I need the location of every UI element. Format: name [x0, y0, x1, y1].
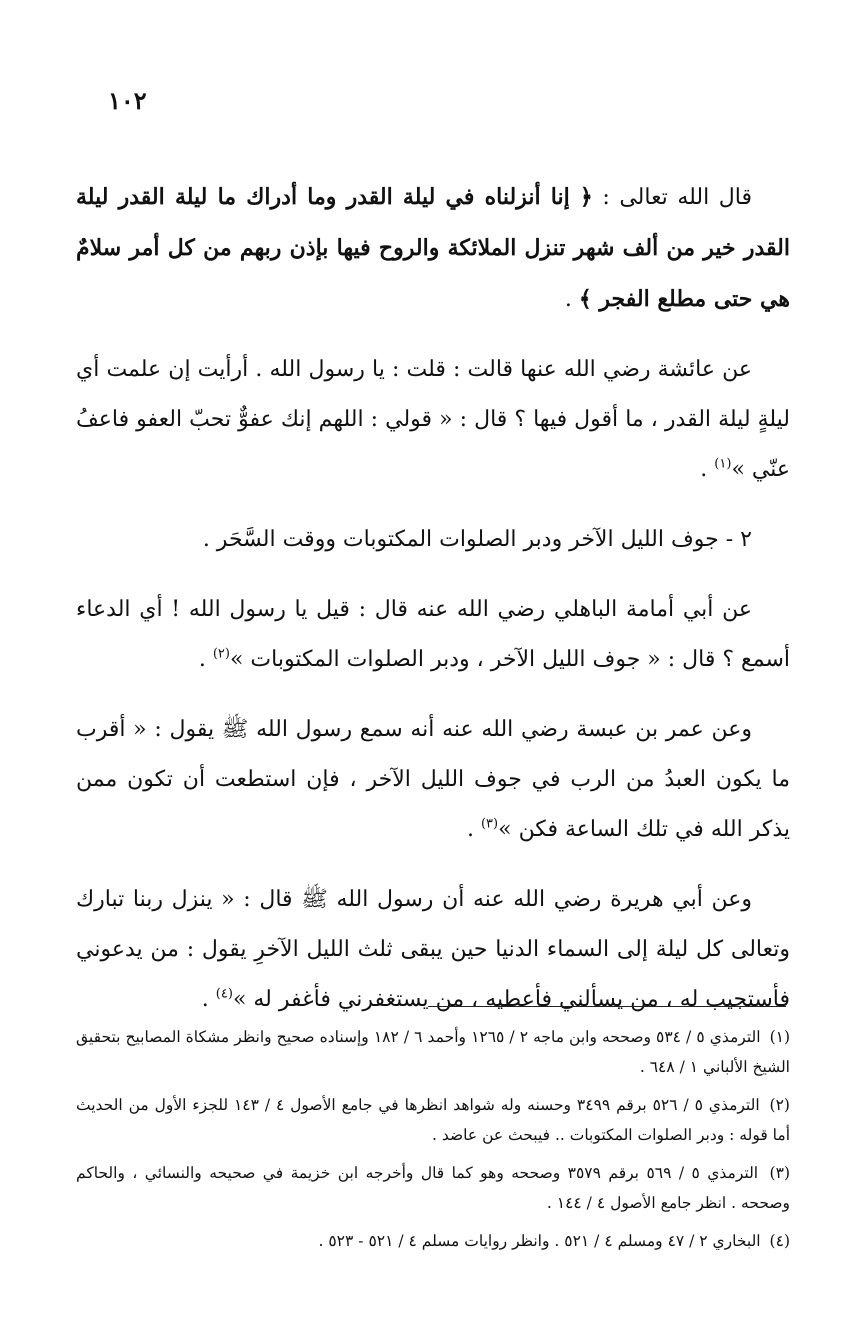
- footnote-text: الترمذي ٥ / ٥٣٤ وصححه وابن ماجه ٢ / ١٢٦٥ وأحمد ٦ / ١٨٢ وإسناده صحيح وانظر مشكاة المصابيح بتحقيق الشيخ الألباني ١ / ٦٤٨ .: [76, 1028, 790, 1076]
- verse-end: .: [564, 287, 579, 312]
- footnote-separator: [428, 1006, 786, 1007]
- footnote-4: [76, 1226, 790, 1256]
- page-number: ١٠٢: [108, 86, 147, 115]
- footnote-3: [76, 1158, 790, 1218]
- footnote-ref-1: (١): [714, 456, 732, 472]
- hadith-abu-huraira-paragraph: [76, 875, 790, 1025]
- footnote-number: (٤): [769, 1232, 790, 1250]
- quran-verse-paragraph: [76, 172, 790, 325]
- paragraph-text: وعن عمر بن عبسة رضي الله عنه أنه سمع رسول الله ﷺ يقول : « أقرب ما يكون العبدُ من الرب في جوف الليل الآخر ، فإن استطعت أن تكون ممن يذكر الله في تلك الساعة فكن »: [76, 717, 790, 842]
- quran-verse: ﴿ إنا أنزلناه في ليلة القدر وما أدراك ما ليلة القدر ليلة القدر خير من ألف شهر تنزل الملائكة والروح فيها بإذن ربهم من كل أمر سلامٌ هي حتى مطلع الفجر ﴾: [76, 184, 790, 312]
- verse-intro: قال الله تعالى :: [592, 185, 752, 210]
- paragraph-end: .: [198, 647, 213, 672]
- main-text: [76, 172, 790, 1045]
- footnote-2: [76, 1090, 790, 1150]
- footnote-text: البخاري ٢ / ٤٧ ومسلم ٤ / ٥٢١ . وانظر روايات مسلم ٤ / ٥٢١ - ٥٢٣ .: [318, 1232, 761, 1250]
- footnote-1: [76, 1022, 790, 1082]
- footnote-number: (٣): [769, 1164, 790, 1182]
- hadith-abu-umama-paragraph: [76, 585, 790, 685]
- paragraph-end: .: [466, 817, 481, 842]
- footnote-ref-4: (٤): [215, 986, 233, 1002]
- paragraph-text: عن أبي أمامة الباهلي رضي الله عنه قال : قيل يا رسول الله ! أي الدعاء أسمع ؟ قال : « جوف الليل الآخر ، ودبر الصلوات المكتوبات »: [76, 597, 790, 672]
- footnote-number: (١): [769, 1028, 791, 1046]
- footnote-ref-3: (٣): [480, 816, 499, 832]
- paragraph-text: وعن أبي هريرة رضي الله عنه أن رسول الله ﷺ قال : « ينزل ربنا تبارك وتعالى كل ليلة إلى السماء الدنيا حين يبقى ثلث الليل الآخرِ يقول : من يدعوني فأستجيب له ، من يسألني فأعطيه ، من يستغفرني فأغفر له »: [76, 887, 790, 1012]
- section-heading: ٢ - جوف الليل الآخر ودبر الصلوات المكتوبات ووقت السَّحَر .: [202, 527, 752, 552]
- paragraph-text: عن عائشة رضي الله عنها قالت : قلت : يا رسول الله . أرأيت إن علمت أي ليلةٍ ليلة القدر ، ما أقول فيها ؟ قال : « قولي : اللهم إنك عفوٌّ تحبّ العفو فاعفُ عنّي »: [76, 357, 790, 482]
- footnote-text: الترمذي ٥ / ٥٦٩ برقم ٣٥٧٩ وصححه وهو كما قال وأخرجه ابن خزيمة في صحيحه والنسائي ، والحاكم وصححه . انظر جامع الأصول ٤ / ١٤٤ .: [76, 1164, 790, 1212]
- footnote-number: (٢): [769, 1096, 790, 1114]
- footnote-text: الترمذي ٥ / ٥٢٦ برقم ٣٤٩٩ وحسنه وله شواهد انظرها في جامع الأصول ٤ / ١٤٣ للجزء الأول من الحديث أما قوله : ودبر الصلوات المكتوبات .. فيبحث عن عاضد .: [76, 1096, 790, 1144]
- footnote-ref-2: (٢): [212, 646, 230, 662]
- hadith-aisha-paragraph: [76, 345, 790, 495]
- paragraph-end: .: [700, 457, 715, 482]
- paragraph-end: .: [201, 987, 216, 1012]
- hadith-amr-paragraph: [76, 705, 790, 855]
- footnotes: [76, 1022, 790, 1264]
